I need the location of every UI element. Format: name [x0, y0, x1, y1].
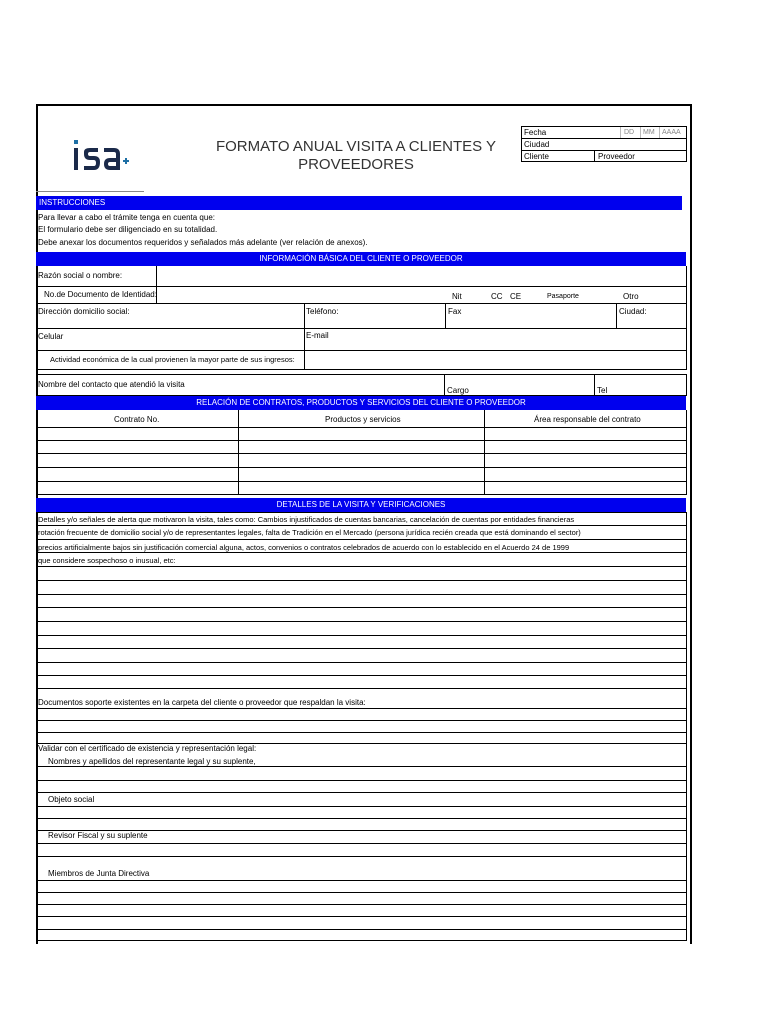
cc-label: CC: [491, 292, 503, 301]
ruled-line: [36, 843, 687, 844]
basic-info-header: INFORMACIÓN BÁSICA DEL CLIENTE O PROVEEDOR: [36, 252, 686, 266]
ruled-line: [36, 892, 687, 893]
contacto-label: Nombre del contacto que atendió la visita: [38, 380, 185, 389]
isa-logo: [72, 134, 136, 178]
contract-col-header: Contrato No.: [114, 415, 160, 424]
ruled-line: [36, 566, 687, 567]
ruled-line: [36, 648, 687, 649]
ciudad-label: Ciudad: [524, 140, 550, 149]
ruled-line: [36, 688, 687, 689]
objeto-label: Objeto social: [48, 795, 95, 804]
ruled-line: [36, 662, 687, 663]
ruled-line: [36, 880, 687, 881]
telefono-label: Teléfono:: [306, 307, 339, 316]
ruled-line: [36, 621, 687, 622]
details-header: DETALLES DE LA VISITA Y VERIFICACIONES: [36, 498, 686, 512]
soporte-label: Documentos soporte existentes en la carpeta del cliente o proveedor que respaldan la visita:: [38, 698, 366, 707]
otro-label: Otro: [623, 292, 639, 301]
fax-label: Fax: [448, 307, 462, 316]
ruled-line: [36, 525, 687, 526]
day-field[interactable]: DD: [624, 129, 635, 136]
ruled-line: [36, 607, 687, 608]
ruled-line: [36, 512, 687, 513]
ruled-line: [36, 916, 687, 917]
pasaporte-label: Pasaporte: [547, 293, 579, 300]
proveedor-label: Proveedor: [598, 152, 635, 161]
ruled-line: [36, 806, 687, 807]
nombres-label: Nombres y apellidos del representante legal y su suplente,: [48, 757, 256, 766]
nit-label: Nit: [452, 292, 462, 301]
instruction-line: Debe anexar los documentos requeridos y señalados más adelante (ver relación de anexos).: [38, 238, 368, 247]
no-documento-label: No.de Documento de Identidad:: [44, 290, 157, 299]
ruled-line: [36, 720, 687, 721]
celular-label: Celular: [38, 332, 64, 341]
cargo-label: Cargo: [447, 386, 469, 395]
ruled-line: [36, 792, 687, 793]
email-label: E-mail: [306, 331, 329, 340]
area-col-header: Área responsable del contrato: [534, 415, 641, 424]
ruled-line: [36, 732, 687, 733]
junta-label: Miembros de Junta Directiva: [48, 869, 150, 878]
instructions-header: INSTRUCCIONES: [36, 196, 682, 210]
products-col-header: Productos y servicios: [325, 415, 401, 424]
ruled-line: [36, 580, 687, 581]
detail-line: precios artificialmente bajos sin justificación comercial alguna, actos, convenios o contratos celebrados de acuerdo con lo establecido en el Acuerdo 24 de 1999: [38, 543, 570, 552]
year-field[interactable]: AAAA: [662, 129, 681, 136]
cliente-label: Cliente: [524, 152, 549, 161]
detail-line: que considere sospechoso o inusual, etc:: [38, 556, 176, 565]
validar-label: Validar con el certificado de existencia y representación legal:: [38, 744, 257, 753]
ruled-line: [36, 594, 687, 595]
ruled-line: [36, 708, 687, 709]
ruled-line: [36, 940, 687, 941]
month-field[interactable]: MM: [643, 129, 655, 136]
direccion-label: Dirección domicilio social:: [38, 307, 130, 316]
instruction-line: El formulario debe ser diligenciado en su totalidad.: [38, 225, 218, 234]
ciudad-field-label: Ciudad:: [619, 307, 647, 316]
form-title: FORMATO ANUAL VISITA A CLIENTES Y PROVEEDORES: [215, 138, 497, 173]
ruled-line: [36, 818, 687, 819]
ce-label: CE: [510, 292, 522, 301]
revisor-label: Revisor Fiscal y su suplente: [48, 831, 148, 840]
fecha-label: Fecha: [524, 128, 547, 137]
ruled-line: [36, 635, 687, 636]
ruled-line: [36, 929, 687, 930]
razon-social-label: Razón social o nombre:: [38, 271, 123, 280]
contracts-header: RELACIÓN DE CONTRATOS, PRODUCTOS Y SERVICIOS DEL CLIENTE O PROVEEDOR: [36, 396, 686, 410]
ruled-line: [36, 904, 687, 905]
detail-line: Detalles y/o señales de alerta que motivaron la visita, tales como: Cambios injustificados de cuentas bancarias, cancelación de cuentas por entidades financieras: [38, 515, 575, 524]
instruction-line: Para llevar a cabo el trámite tenga en cuenta que:: [38, 213, 215, 222]
ruled-line: [36, 539, 687, 540]
actividad-label: Actividad económica de la cual provienen la mayor parte de sus ingresos:: [50, 355, 295, 364]
ruled-line: [36, 856, 687, 857]
ruled-line: [36, 780, 687, 781]
detail-line: rotación frecuente de domicilio social y/o de representantes legales, falta de Tradición en el Mercado (persona jurídica recién creada que está dominando el sector): [38, 528, 581, 537]
tel-label: Tel: [597, 386, 608, 395]
ruled-line: [36, 675, 687, 676]
